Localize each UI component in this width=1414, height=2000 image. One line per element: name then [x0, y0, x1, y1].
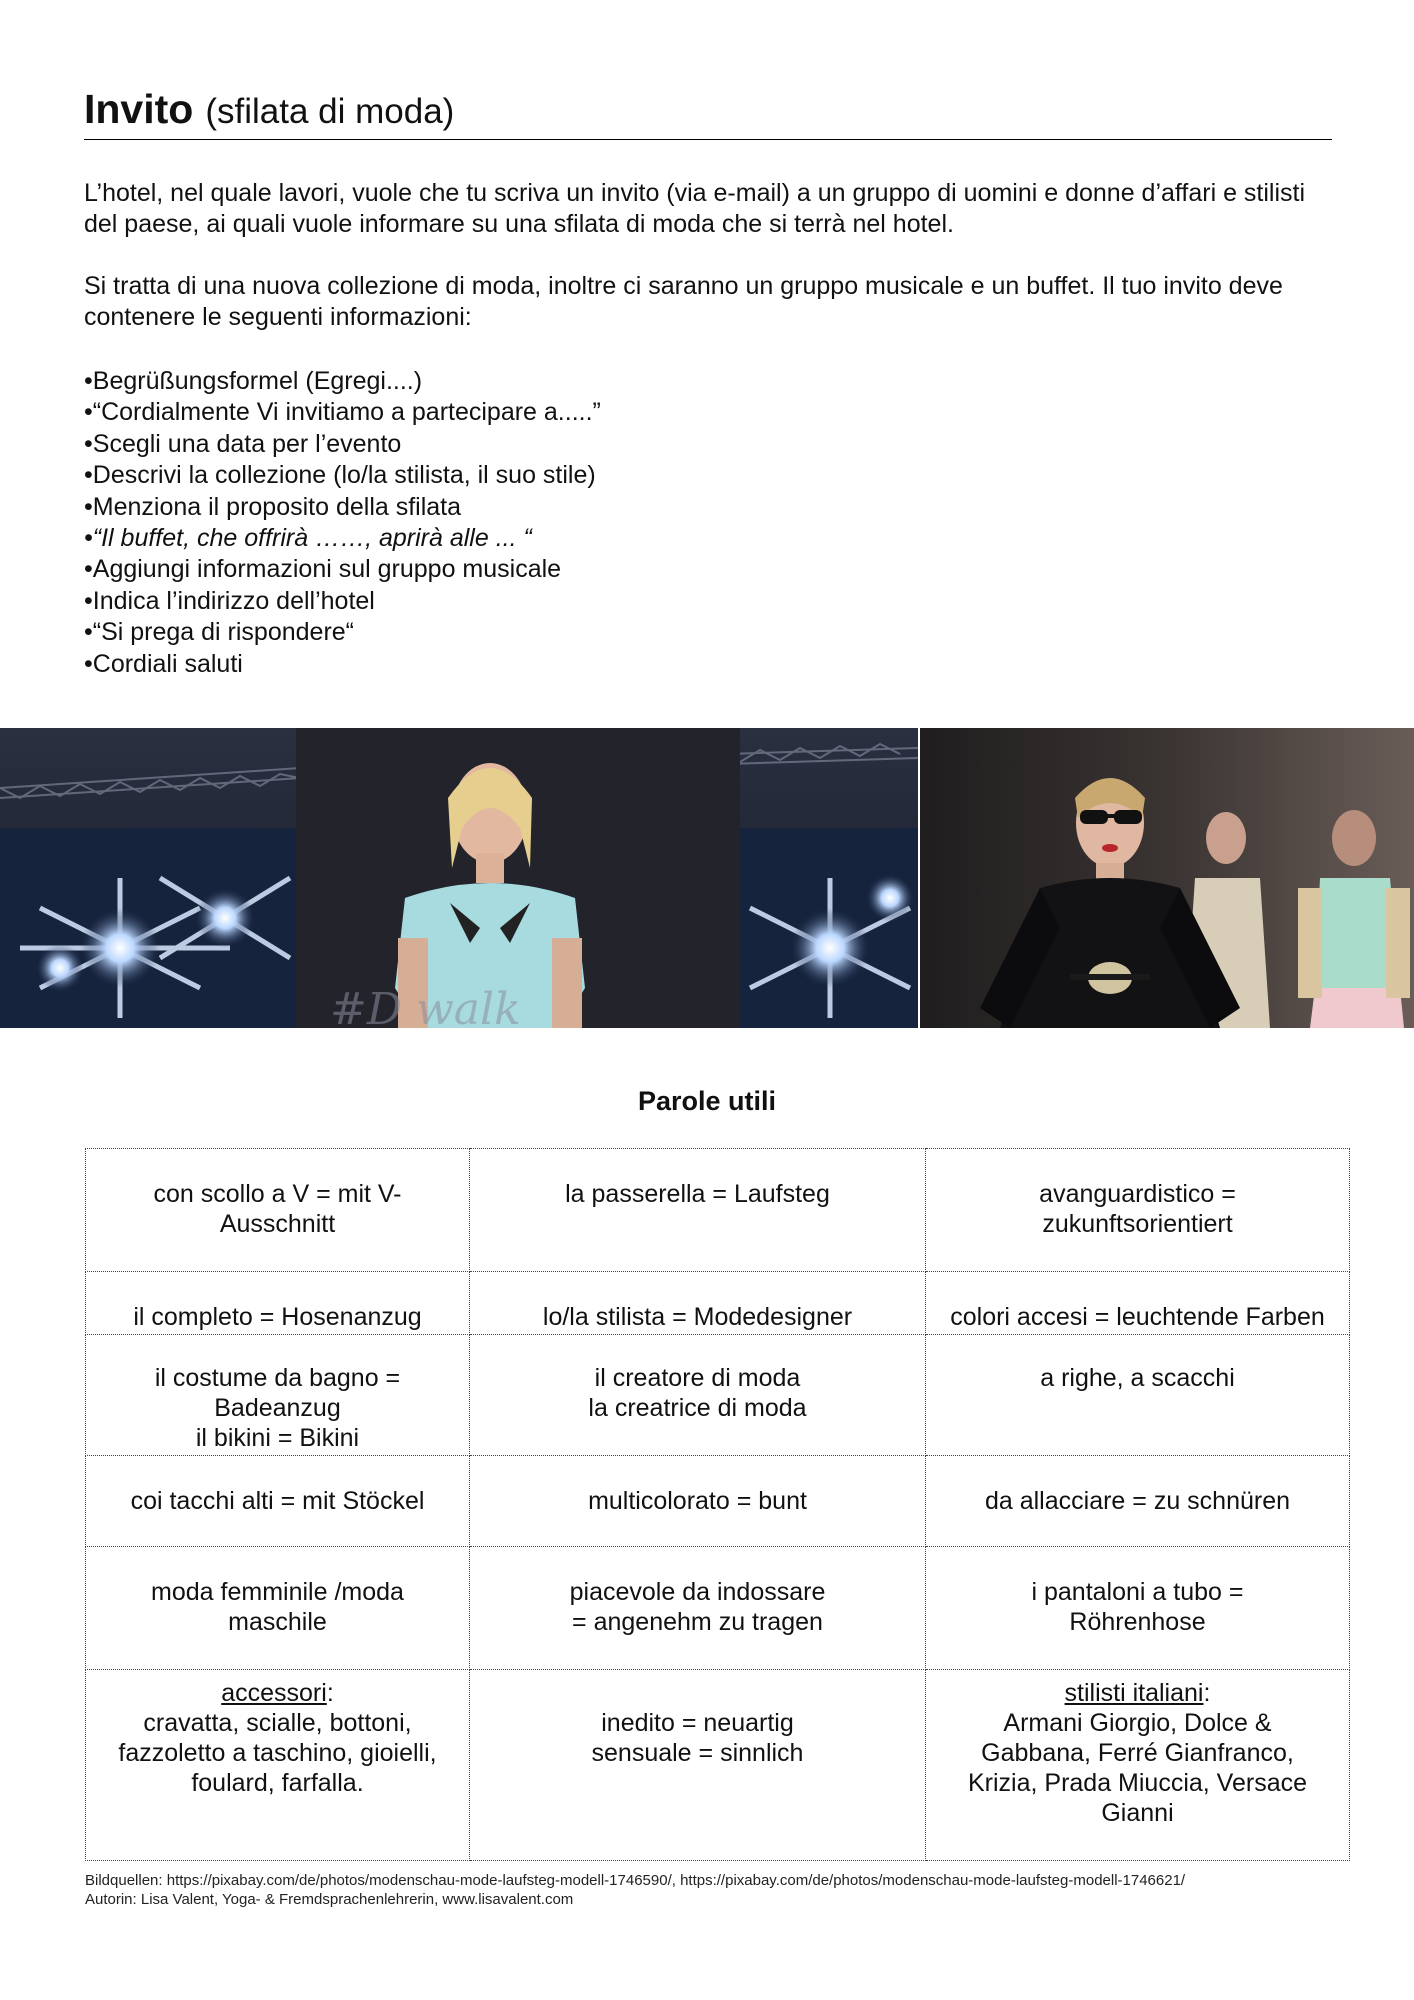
table-cell [926, 1547, 1350, 1670]
requirements-list [84, 366, 1184, 680]
cell-line: lo/la stilista = Modedesigner [542, 1303, 853, 1331]
title-subtitle: (sfilata di moda) [205, 92, 455, 131]
intro-paragraph: L’hotel, nel quale lavori, vuole che tu scriva un invito (via e-mail) a un gruppo di uomini e donne d’affari e stilisti del paese, ai quali vuole informare su una sfilata di moda che si terrà nel hotel. [84, 179, 1306, 238]
table-cell [470, 1272, 926, 1335]
title-main: Invito [84, 86, 194, 132]
page-title [84, 86, 1332, 140]
list-item: • Indica l’indirizzo dell’hotel [84, 586, 1184, 617]
cell-line: fazzoletto a taschino, gioielli, [118, 1739, 437, 1767]
cell-line: Gabbana, Ferré Gianfranco, [981, 1739, 1294, 1767]
cell-line: il costume da bagno = [154, 1364, 401, 1392]
cell-line: Ausschnitt [219, 1210, 336, 1238]
table-cell [470, 1456, 926, 1547]
task-paragraph: Si tratta di una nuova collezione di moda, inoltre ci saranno un gruppo musicale e un buffet. Il tuo invito deve contenere le seguenti informazioni: [84, 272, 1283, 331]
cell-line: = angenehm zu tragen [572, 1608, 823, 1636]
cell-line: a righe, a scacchi [1040, 1364, 1235, 1392]
cell-line: sensuale = sinnlich [591, 1739, 804, 1767]
runway-photo-left [0, 728, 918, 1028]
table-cell [86, 1456, 470, 1547]
table-row [86, 1272, 1350, 1335]
cell-line: foulard, farfalla. [191, 1769, 364, 1797]
credits-author: Autorin: Lisa Valent, Yoga- & Fremdsprachenlehrerin, www.lisavalent.com [85, 1891, 574, 1908]
cell-line: avanguardistico = [1039, 1180, 1236, 1208]
cell-line: inedito = neuartig [601, 1709, 794, 1737]
list-item: • Cordiali saluti [84, 649, 1184, 680]
table-row [86, 1547, 1350, 1670]
wordbank-title: Parole utili [637, 1086, 777, 1116]
list-item: • “Cordialmente Vi invitiamo a partecipare a.....” [84, 397, 1184, 428]
cell-line: il completo = Hosenanzug [133, 1303, 422, 1331]
table-cell [86, 1547, 470, 1670]
table-cell [86, 1149, 470, 1272]
table-cell [470, 1149, 926, 1272]
table-row [86, 1670, 1350, 1861]
table-cell [926, 1456, 1350, 1547]
cell-line: piacevole da indossare [569, 1578, 826, 1606]
cell-line: maschile [228, 1608, 327, 1636]
cell-line: Armani Giorgio, Dolce & [1003, 1709, 1272, 1737]
table-cell [926, 1272, 1350, 1335]
table-cell [926, 1335, 1350, 1456]
table-cell [470, 1670, 926, 1861]
list-item: • “Il buffet, che offrirà ……, aprirà alle ... “ [84, 523, 1184, 554]
cell-line: la creatrice di moda [588, 1394, 807, 1422]
photo-watermark: #D walk [330, 984, 521, 1028]
table-row [86, 1335, 1350, 1456]
designers-heading: stilisti italiani [1064, 1679, 1204, 1707]
credits-sources: Bildquellen: https://pixabay.com/de/photos/modenschau-mode-laufsteg-modell-1746590/, https://pixabay.com/de/photos/modenschau-mode-laufsteg-modell-1746621/ [85, 1872, 1186, 1889]
list-item: • Menziona il proposito della sfilata [84, 492, 1184, 523]
cell-line: cravatta, scialle, bottoni, [143, 1709, 412, 1737]
cell-line: il creatore di moda [594, 1364, 801, 1392]
table-cell [470, 1547, 926, 1670]
table-cell [926, 1149, 1350, 1272]
table-cell [470, 1335, 926, 1456]
cell-line: moda femminile /moda [151, 1578, 404, 1606]
cell-line: il bikini = Bikini [195, 1424, 360, 1452]
table-row [86, 1149, 1350, 1272]
runway-photo-right [920, 728, 1414, 1028]
cell-line: la passerella = Laufsteg [565, 1180, 830, 1208]
cell-line: con scollo a V = mit V- [153, 1180, 402, 1208]
cell-line: Gianni [1101, 1799, 1174, 1827]
table-cell: accessori: cravatta, scialle, bottoni, fazzoletto a taschino, gioielli, foulard, farfalla. [86, 1670, 470, 1861]
cell-line: coi tacchi alti = mit Stöckel [130, 1487, 425, 1515]
cell-line: Krizia, Prada Miuccia, Versace [967, 1769, 1308, 1797]
accessories-heading: accessori [221, 1679, 327, 1707]
table-cell [86, 1272, 470, 1335]
cell-line: Badeanzug [214, 1394, 341, 1422]
list-item: • Scegli una data per l’evento [84, 429, 1184, 460]
table-row [86, 1456, 1350, 1547]
table-cell: stilisti italiani: Armani Giorgio, Dolce & Gabbana, Ferré Gianfranco, Krizia, Prada Miuccia, Versace Gianni [926, 1670, 1350, 1861]
cell-line: zukunftsorientiert [1042, 1210, 1233, 1238]
list-item: • Descrivi la collezione (lo/la stilista, il suo stile) [84, 460, 1184, 491]
cell-line: colori accesi = leuchtende Farben [950, 1303, 1325, 1331]
list-item: • Aggiungi informazioni sul gruppo musicale [84, 554, 1184, 585]
cell-line: multicolorato = bunt [588, 1487, 807, 1515]
cell-line: Röhrenhose [1069, 1608, 1206, 1636]
cell-line: da allacciare = zu schnüren [984, 1487, 1291, 1515]
table-cell [86, 1335, 470, 1456]
list-item: • Begrüßungsformel (Egregi....) [84, 366, 1184, 397]
vocabulary-table [85, 1148, 1350, 1861]
cell-line: i pantaloni a tubo = [1031, 1578, 1244, 1606]
list-item: • “Si prega di rispondere“ [84, 617, 1184, 648]
image-credits [85, 1871, 1385, 1909]
